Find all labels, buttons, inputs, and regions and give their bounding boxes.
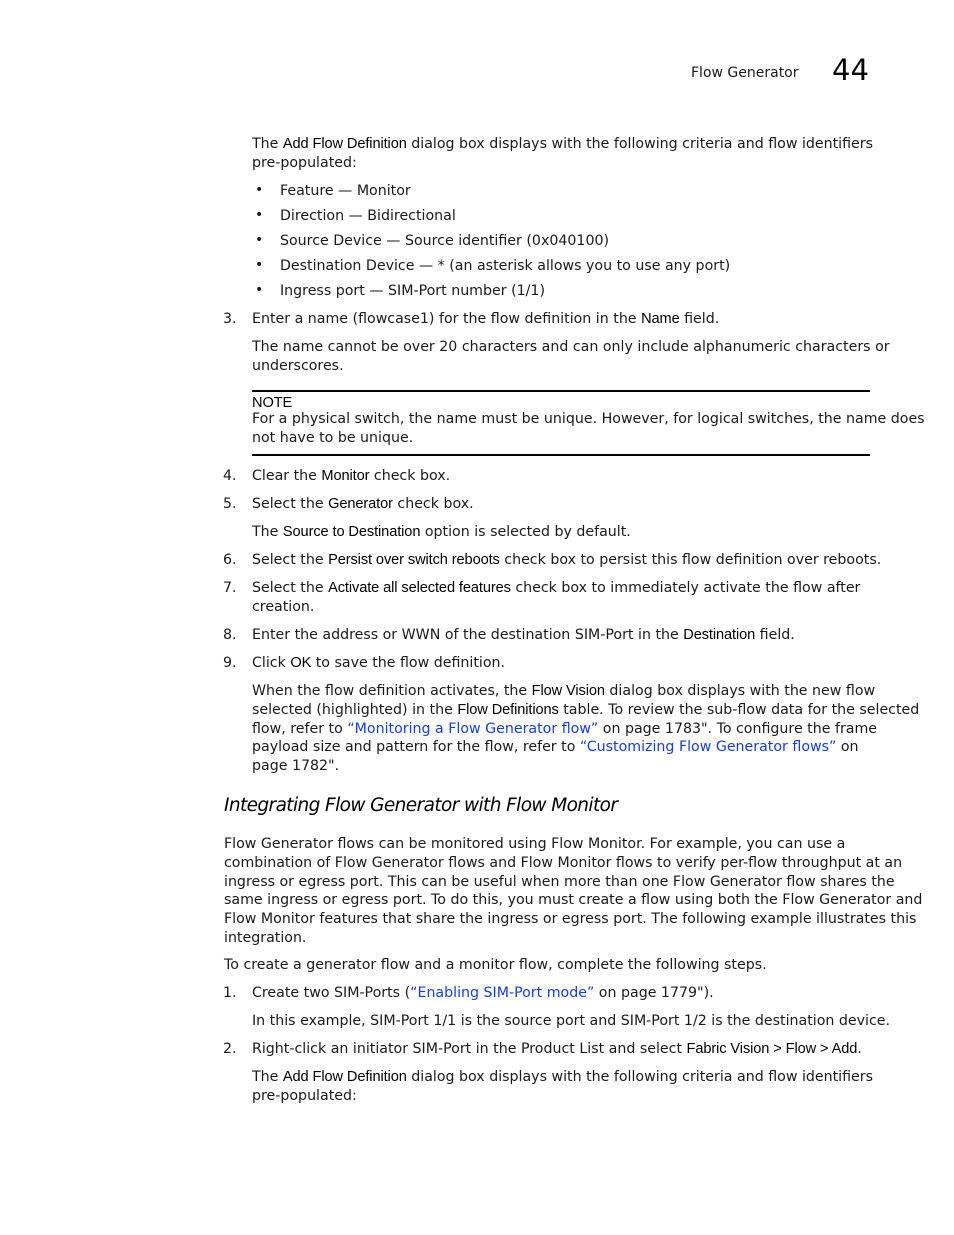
list-item: Ingress port — SIM-Port number (1/1) [280, 283, 545, 299]
bullet-dot: • [255, 282, 264, 298]
step-9-text: Click OK to save the flow definition. [252, 655, 506, 671]
list-item: Feature — Monitor [280, 183, 411, 199]
list-item: Source Device — Source identifier (0x040100) [280, 233, 610, 249]
section-heading: Integrating Flow Generator with Flow Monitor [224, 795, 618, 816]
note-top-rule [252, 390, 870, 392]
intro-paragraph: The Add Flow Definition dialog box displays with the following criteria and flow identifiers pre-populated: [252, 136, 874, 171]
ui-term: Monitor [321, 468, 370, 484]
cross-reference-link[interactable]: “Enabling SIM-Port mode” [410, 985, 595, 1001]
section-step-2-paragraph: The Add Flow Definition dialog box displays with the following criteria and flow identifiers pre-populated: [252, 1069, 874, 1104]
ui-term: Name [641, 311, 680, 327]
step-number: 7. [223, 580, 237, 596]
cross-reference-link[interactable]: “Customizing Flow Generator flows” [579, 739, 837, 756]
step-number: 3. [223, 311, 237, 327]
step-number: 1. [223, 985, 237, 1001]
ui-term: Flow Vision [531, 683, 605, 699]
ui-term: Activate all selected features [328, 580, 511, 596]
step-5-text: Select the Generator check box. [252, 496, 474, 512]
step-9-paragraph: When the flow definition activates, the Flow Vision dialog box displays with the new flow selected (highlighted) in the Flow Definitions table. To review the sub-flow data for the selected flow, refer to “Monitoring a Flow Generator flow” on page 1783". To configure the frame payload size and pattern for the flow, refer to “Customizing Flow Generator flows” on page 1782". [252, 683, 920, 775]
step-3-text: Enter a name (flowcase1) for the flow definition in the Name field. [252, 311, 720, 327]
bullet-dot: • [255, 257, 264, 273]
ui-term: Flow Definitions [457, 701, 559, 718]
section-step-1-paragraph: In this example, SIM-Port 1/1 is the source port and SIM-Port 1/2 is the destination device. [252, 1013, 891, 1029]
ui-term: Persist over switch reboots [328, 552, 500, 568]
section-step-2-text: Right-click an initiator SIM-Port in the Product List and select Fabric Vision > Flow > Add. [252, 1041, 862, 1057]
step-8-text: Enter the address or WWN of the destination SIM-Port in the Destination field. [252, 627, 795, 643]
cross-reference-link[interactable]: “Monitoring a Flow Generator flow” [347, 720, 599, 737]
chapter-number: 44 [832, 53, 869, 87]
ui-term: Fabric Vision > Flow > Add [686, 1041, 858, 1057]
list-item: Destination Device — * (an asterisk allows you to use any port) [280, 258, 731, 274]
ui-term: Add Flow Definition [282, 1069, 407, 1085]
ui-term: Destination [683, 627, 756, 643]
section-paragraph: Flow Generator flows can be monitored using Flow Monitor. For example, you can use a combination of Flow Generator flows and Flow Monitor flows to verify per-flow throughput at an ingress or egress port. This can be useful when more than one Flow Generator flow shares the same ingress or egress port. To do this, you must create a flow using both the Flow Generator and Flow Monitor features that share the ingress or egress port. The following example illustrates this integration. [224, 836, 923, 946]
note-label: NOTE [252, 395, 293, 411]
step-5-paragraph: The Source to Destination option is selected by default. [252, 524, 631, 540]
ui-term: Add Flow Definition [282, 136, 407, 152]
step-number: 6. [223, 552, 237, 568]
ui-term: OK [290, 655, 312, 671]
step-number: 5. [223, 496, 237, 512]
ui-term: Generator [328, 496, 393, 512]
step-3-paragraph: The name cannot be over 20 characters and can only include alphanumeric characters or underscores. [252, 339, 890, 374]
bullet-dot: • [255, 207, 264, 223]
list-item: Direction — Bidirectional [280, 208, 456, 224]
bullet-dot: • [255, 182, 264, 198]
step-6-text: Select the Persist over switch reboots check box to persist this flow definition over reboots. [252, 552, 882, 568]
ui-term: Source to Destination [282, 524, 421, 540]
step-number: 9. [223, 655, 237, 671]
step-number: 4. [223, 468, 237, 484]
note-bottom-rule [252, 454, 870, 456]
step-number: 8. [223, 627, 237, 643]
step-4-text: Clear the Monitor check box. [252, 468, 451, 484]
step-7-text: Select the Activate all selected features check box to immediately activate the flow after creation. [252, 580, 861, 615]
note-text: For a physical switch, the name must be unique. However, for logical switches, the name does not have to be unique. [252, 411, 925, 446]
section-step-1-text: Create two SIM-Ports (“Enabling SIM-Port mode” on page 1779"). [252, 985, 714, 1001]
running-header-title: Flow Generator [691, 65, 799, 81]
step-number: 2. [223, 1041, 237, 1057]
bullet-dot: • [255, 232, 264, 248]
section-paragraph-2: To create a generator flow and a monitor flow, complete the following steps. [224, 957, 767, 973]
